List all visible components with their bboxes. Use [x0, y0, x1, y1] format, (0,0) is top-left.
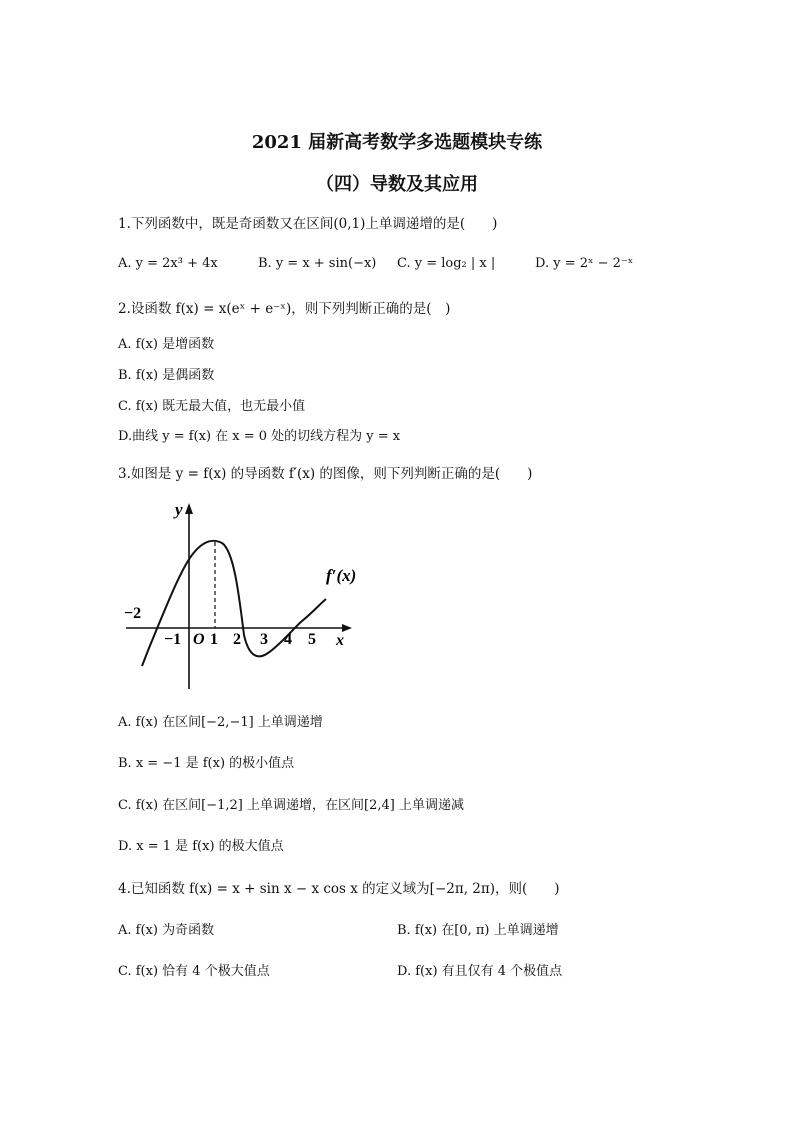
question-4-option-a: A. f(x) 为奇函数: [118, 923, 215, 938]
question-1-option-a: A. y = 2x³ + 4x: [118, 256, 218, 271]
tick-label-neg1: −1: [164, 631, 182, 648]
document-subtitle: （四）导数及其应用: [316, 174, 478, 195]
tick-label-4: 4: [284, 631, 292, 648]
question-1-option-d: D. y = 2ˣ − 2⁻ˣ: [535, 256, 634, 271]
question-3-option-b: B. x = −1 是 f(x) 的极小值点: [118, 756, 295, 771]
question-2-option-b: B. f(x) 是偶函数: [118, 368, 215, 383]
question-4-stem: 4.已知函数 f(x) = x + sin x − x cos x 的定义域为[−2π, 2π)，则( ): [118, 881, 560, 897]
question-4-option-c: C. f(x) 恰有 4 个极大值点: [118, 964, 270, 979]
question-1-stem: 1.下列函数中，既是奇函数又在区间(0,1)上单调递增的是( ): [118, 216, 498, 232]
y-axis-arrow-icon: [185, 503, 193, 514]
document-title: 2021 届新高考数学多选题模块专练: [251, 132, 543, 153]
y-axis-label: y: [175, 500, 183, 519]
tick-label-neg2: −2: [124, 605, 142, 622]
tick-label-5: 5: [308, 631, 316, 648]
origin-label: O: [193, 631, 205, 648]
question-3-option-d: D. x = 1 是 f(x) 的极大值点: [118, 839, 284, 854]
question-3-stem: 3.如图是 y = f(x) 的导函数 f′(x) 的图像，则下列判断正确的是( ): [118, 466, 533, 482]
question-4-option-d: D. f(x) 有且仅有 4 个极值点: [397, 964, 563, 979]
question-3-option-a: A. f(x) 在区间[−2,−1] 上单调递增: [118, 715, 323, 730]
derivative-graph: [118, 495, 378, 695]
x-axis-label: x: [336, 632, 344, 649]
tick-label-1: 1: [210, 631, 218, 648]
question-2-option-a: A. f(x) 是增函数: [118, 337, 215, 352]
tick-label-3: 3: [260, 631, 268, 648]
question-2-stem: 2.设函数 f(x) = x(eˣ + e⁻ˣ)，则下列判断正确的是( ): [118, 301, 451, 317]
question-3-option-c: C. f(x) 在区间[−1,2] 上单调递增，在区间[2,4] 上单调递减: [118, 798, 464, 813]
question-2-option-c: C. f(x) 既无最大值，也无最小值: [118, 399, 306, 414]
question-1-option-b: B. y = x + sin(−x): [258, 256, 377, 271]
question-4-option-b: B. f(x) 在[0, π) 上单调递增: [397, 923, 559, 938]
question-2-option-d: D.曲线 y = f(x) 在 x = 0 处的切线方程为 y = x: [118, 429, 401, 444]
question-1-option-c: C. y = log₂ | x |: [397, 256, 496, 271]
x-axis-arrow-icon: [342, 624, 352, 632]
tick-label-2: 2: [233, 631, 241, 648]
curve-label: f′(x): [326, 566, 357, 585]
